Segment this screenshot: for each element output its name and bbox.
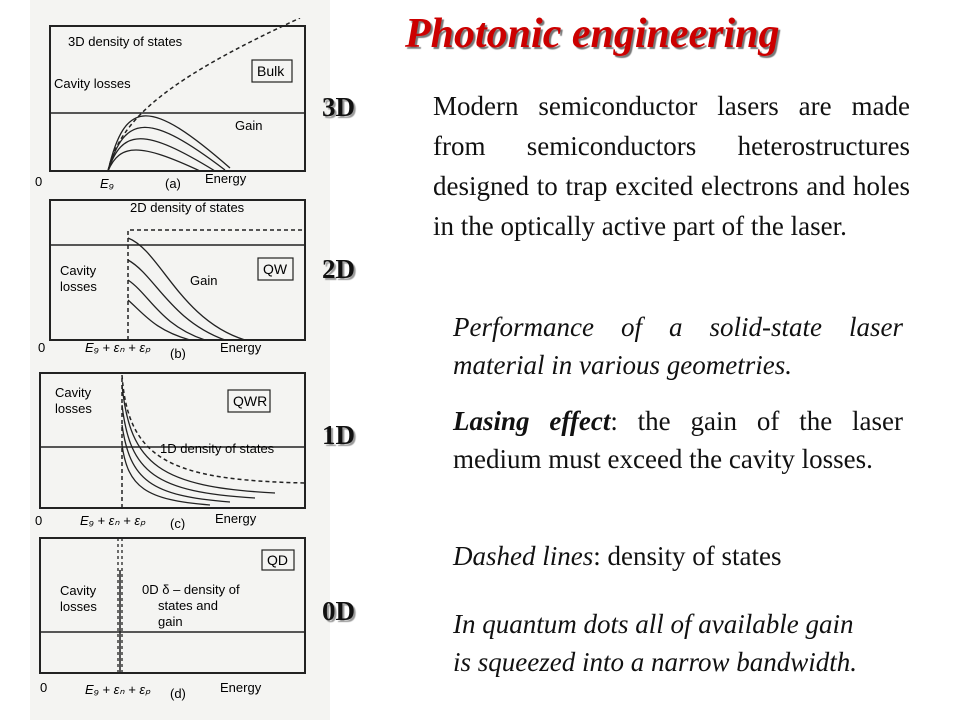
x-axis-label: Energy — [215, 511, 257, 526]
panel-box-label: Bulk — [257, 63, 285, 79]
dos-label: 2D density of states — [130, 200, 245, 215]
cavity-label-2: losses — [60, 599, 97, 614]
edge-label: E₉ + εₙ + εₚ — [80, 513, 146, 528]
dimension-label-1d: 1D — [322, 420, 355, 450]
dimension-label-2d: 2D — [322, 254, 355, 284]
x-axis-label: Energy — [205, 171, 247, 186]
dashed-text: : density of states — [593, 541, 782, 571]
dos-label: 0D δ – density of — [142, 582, 240, 597]
sub-label: (d) — [170, 686, 186, 701]
dos-label-2: states and — [158, 598, 218, 613]
dos-label-3: gain — [158, 614, 183, 629]
dashed-paragraph — [453, 537, 903, 575]
cavity-label: Cavity — [60, 263, 97, 278]
panel-bulk — [30, 18, 320, 193]
sub-label: (c) — [170, 516, 186, 530]
sub-label: (a) — [165, 176, 181, 191]
dos-label: 3D density of states — [68, 34, 183, 49]
gain-label: Gain — [190, 273, 218, 288]
dos-label: 1D density of states — [160, 441, 275, 456]
dimension-label-0d: 0D — [322, 596, 355, 626]
dimension-label-3d: 3D — [322, 92, 355, 122]
edge-label: E₉ — [100, 176, 114, 191]
panel-box-label: QWR — [233, 393, 268, 409]
origin-label: 0 — [35, 174, 43, 189]
origin-label: 0 — [40, 680, 48, 695]
edge-label: E₉ + εₙ + εₚ — [85, 682, 151, 697]
panel-box-label: QD — [267, 552, 288, 568]
panel-qwr — [30, 365, 320, 530]
cavity-label-2: losses — [60, 279, 97, 294]
origin-label: 0 — [35, 513, 43, 528]
panel-box-label: QW — [263, 261, 288, 277]
lasing-paragraph — [453, 402, 903, 478]
lasing-text: : the gain of the laser medium must exceed the cavity losses. — [453, 406, 904, 474]
cavity-label: Cavity losses — [54, 76, 131, 91]
x-axis-label: Energy — [220, 340, 262, 355]
gain-label: Gain — [235, 118, 263, 133]
edge-label: E₉ + εₙ + εₚ — [85, 340, 151, 355]
dashed-term: Dashed lines — [453, 541, 594, 571]
origin-label: 0 — [38, 340, 46, 355]
panel-qd — [30, 530, 320, 710]
lasing-term: Lasing effect — [453, 406, 611, 436]
cavity-label-2: losses — [55, 401, 92, 416]
cavity-label: Cavity — [60, 583, 97, 598]
intro-paragraph: Modern semiconductor lasers are made from semiconductors heterostructures designed to trap excited electrons and holes in the optically active part of the laser. — [433, 91, 910, 241]
page-title: Photonic engineering — [405, 11, 780, 57]
sub-label: (b) — [170, 346, 186, 360]
quantum-dots-paragraph: In quantum dots all of available gain is squeezed into a narrow bandwidth. — [453, 609, 858, 677]
cavity-label: Cavity — [55, 385, 92, 400]
performance-paragraph: Performance of a solid-state laser material in various geometries. — [453, 312, 903, 380]
x-axis-label: Energy — [220, 680, 262, 695]
panel-qw — [30, 190, 320, 360]
